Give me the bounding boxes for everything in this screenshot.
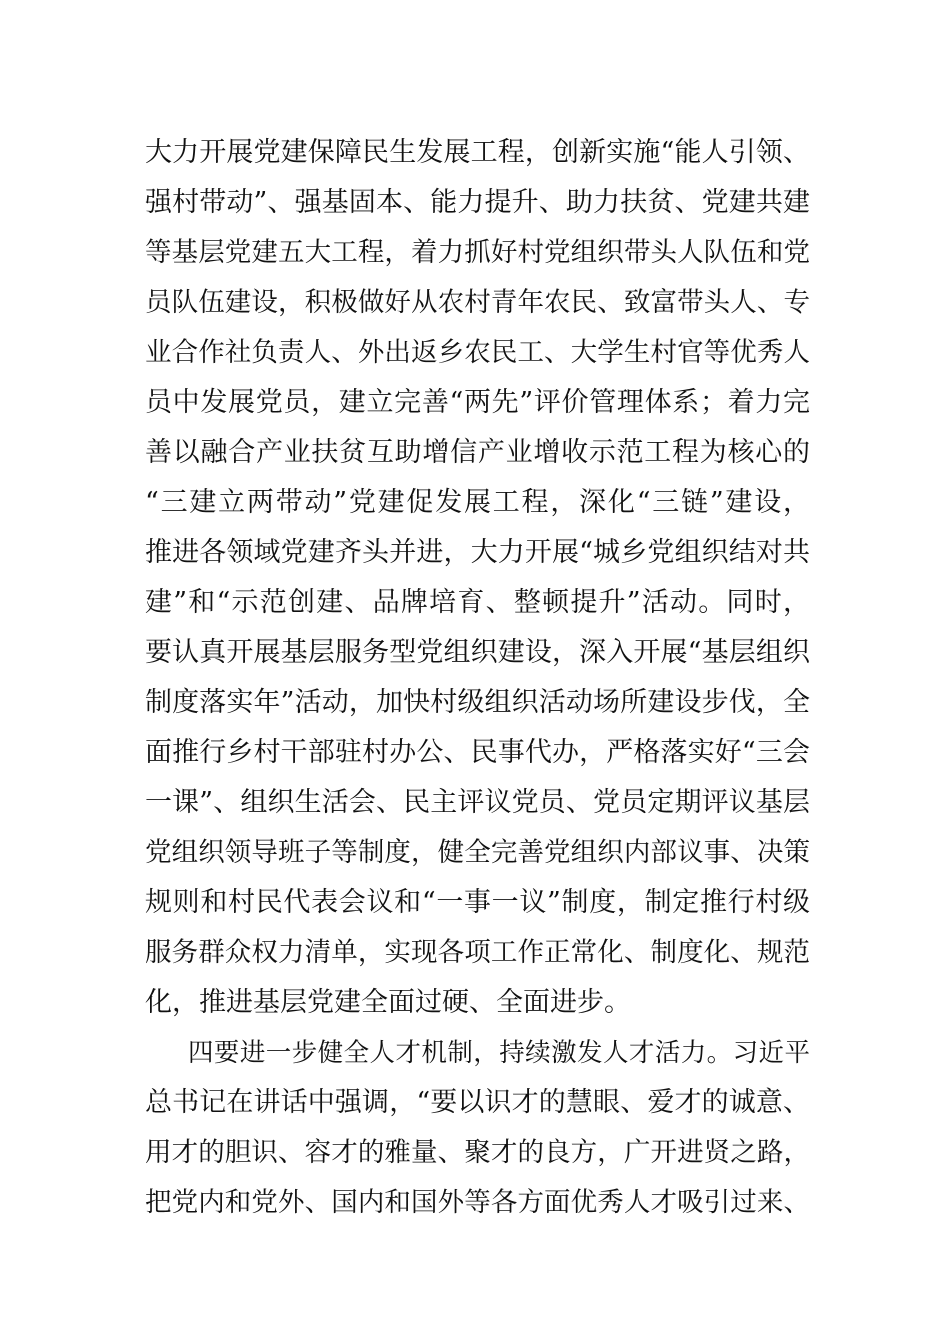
text-line: 总书记在讲话中强调，“要以识才的慧眼、爱才的诚意、	[145, 1087, 810, 1118]
text-line: 员中发展党员，建立完善“两先”评价管理体系；着力完	[145, 387, 810, 418]
text-line: 党组织领导班子等制度，健全完善党组织内部议事、决策	[145, 837, 810, 868]
text-line: 用才的胆识、容才的雅量、聚才的良方，广开进贤之路，	[145, 1137, 810, 1168]
text-line: 员队伍建设，积极做好从农村青年农民、致富带头人、专	[145, 287, 810, 318]
text-line: 大力开展党建保障民生发展工程，创新实施“能人引领、	[145, 137, 810, 168]
text-line: 等基层党建五大工程，着力抓好村党组织带头人队伍和党	[145, 237, 810, 268]
text-line: 善以融合产业扶贫互助增信产业增收示范工程为核心的	[145, 437, 810, 468]
text-line: 业合作社负责人、外出返乡农民工、大学生村官等优秀人	[145, 337, 810, 368]
text-line: 面推行乡村干部驻村办公、民事代办，严格落实好“三会	[145, 737, 810, 768]
text-line: 化，推进基层党建全面过硬、全面进步。	[145, 987, 631, 1018]
text-line: 制度落实年”活动，加快村级组织活动场所建设步伐，全	[145, 687, 810, 718]
text-line: 规则和村民代表会议和“一事一议”制度，制定推行村级	[145, 887, 810, 918]
text-line: “三建立两带动”党建促发展工程，深化“三链”建设，	[145, 487, 810, 518]
text-line: 强村带动”、强基固本、能力提升、助力扶贫、党建共建	[145, 187, 810, 218]
text-line: 建”和“示范创建、品牌培育、整顿提升”活动。同时，	[145, 587, 810, 618]
text-line: 把党内和党外、国内和国外等各方面优秀人才吸引过来、	[145, 1187, 810, 1218]
text-line: 服务群众权力清单，实现各项工作正常化、制度化、规范	[145, 937, 810, 968]
text-line: 推进各领域党建齐头并进，大力开展“城乡党组织结对共	[145, 537, 810, 568]
text-line: 一课”、组织生活会、民主评议党员、党员定期评议基层	[145, 787, 810, 818]
text-line: 要认真开展基层服务型党组织建设，深入开展“基层组织	[145, 637, 810, 668]
paragraph-first-line: 四要进一步健全人才机制，持续激发人才活力。习近平	[188, 1038, 810, 1068]
